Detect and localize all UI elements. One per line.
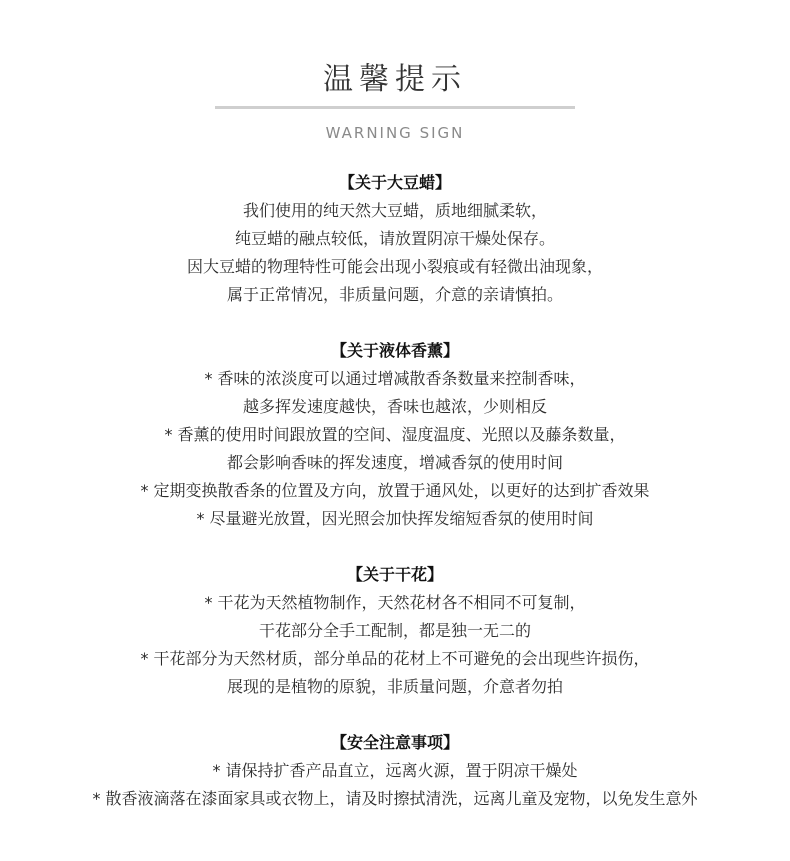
- section-heading: 【关于液体香薰】: [330, 341, 459, 360]
- notice-line: * 定期变换散香条的位置及方向，放置于通风处，以更好的达到扩香效果: [140, 481, 650, 500]
- notice-line: 属于正常情况，非质量问题，介意的亲请慎拍。: [226, 285, 563, 304]
- notice-line: * 香薰的使用时间跟放置的空间、湿度温度、光照以及藤条数量，: [164, 425, 626, 444]
- section-heading: 【关于大豆蜡】: [338, 173, 451, 192]
- notice-line: 越多挥发速度越快，香味也越浓，少则相反: [242, 397, 547, 416]
- title-divider: [215, 106, 575, 109]
- section-heading: 【关于干花】: [346, 565, 443, 584]
- notice-line: * 散香液滴落在漆面家具或衣物上，请及时擦拭清洗，远离儿童及宠物，以免发生意外: [92, 789, 698, 808]
- notice-line: 都会影响香味的挥发速度，增减香氛的使用时间: [226, 453, 563, 472]
- notice-line: * 香味的浓淡度可以通过增减散香条数量来控制香味，: [204, 369, 586, 388]
- section-liquid-aroma: [0, 337, 790, 533]
- notice-content: [0, 169, 790, 813]
- notice-line: 因大豆蜡的物理特性可能会出现小裂痕或有轻微出油现象，: [186, 257, 603, 276]
- notice-line: * 干花为天然植物制作，天然花材各不相同不可复制，: [204, 593, 586, 612]
- notice-line: * 干花部分为天然材质，部分单品的花材上不可避免的会出现些许损伤，: [140, 649, 650, 668]
- notice-header: [0, 60, 790, 143]
- page-title: 温馨提示: [323, 62, 467, 97]
- section-dried-flowers: [0, 561, 790, 701]
- notice-line: 干花部分全手工配制，都是独一无二的: [258, 621, 531, 640]
- section-safety: [0, 729, 790, 813]
- notice-line: 我们使用的纯天然大豆蜡，质地细腻柔软，: [242, 201, 547, 220]
- section-heading: 【安全注意事项】: [330, 733, 459, 752]
- section-soy-wax: [0, 169, 790, 309]
- notice-line: 展现的是植物的原貌，非质量问题，介意者勿拍: [226, 677, 563, 696]
- page-subtitle: WARNING SIGN: [325, 124, 465, 142]
- notice-line: 纯豆蜡的融点较低，请放置阴凉干燥处保存。: [234, 229, 555, 248]
- notice-line: * 尽量避光放置，因光照会加快挥发缩短香氛的使用时间: [196, 509, 594, 528]
- notice-line: * 请保持扩香产品直立，远离火源，置于阴凉干燥处: [212, 761, 578, 780]
